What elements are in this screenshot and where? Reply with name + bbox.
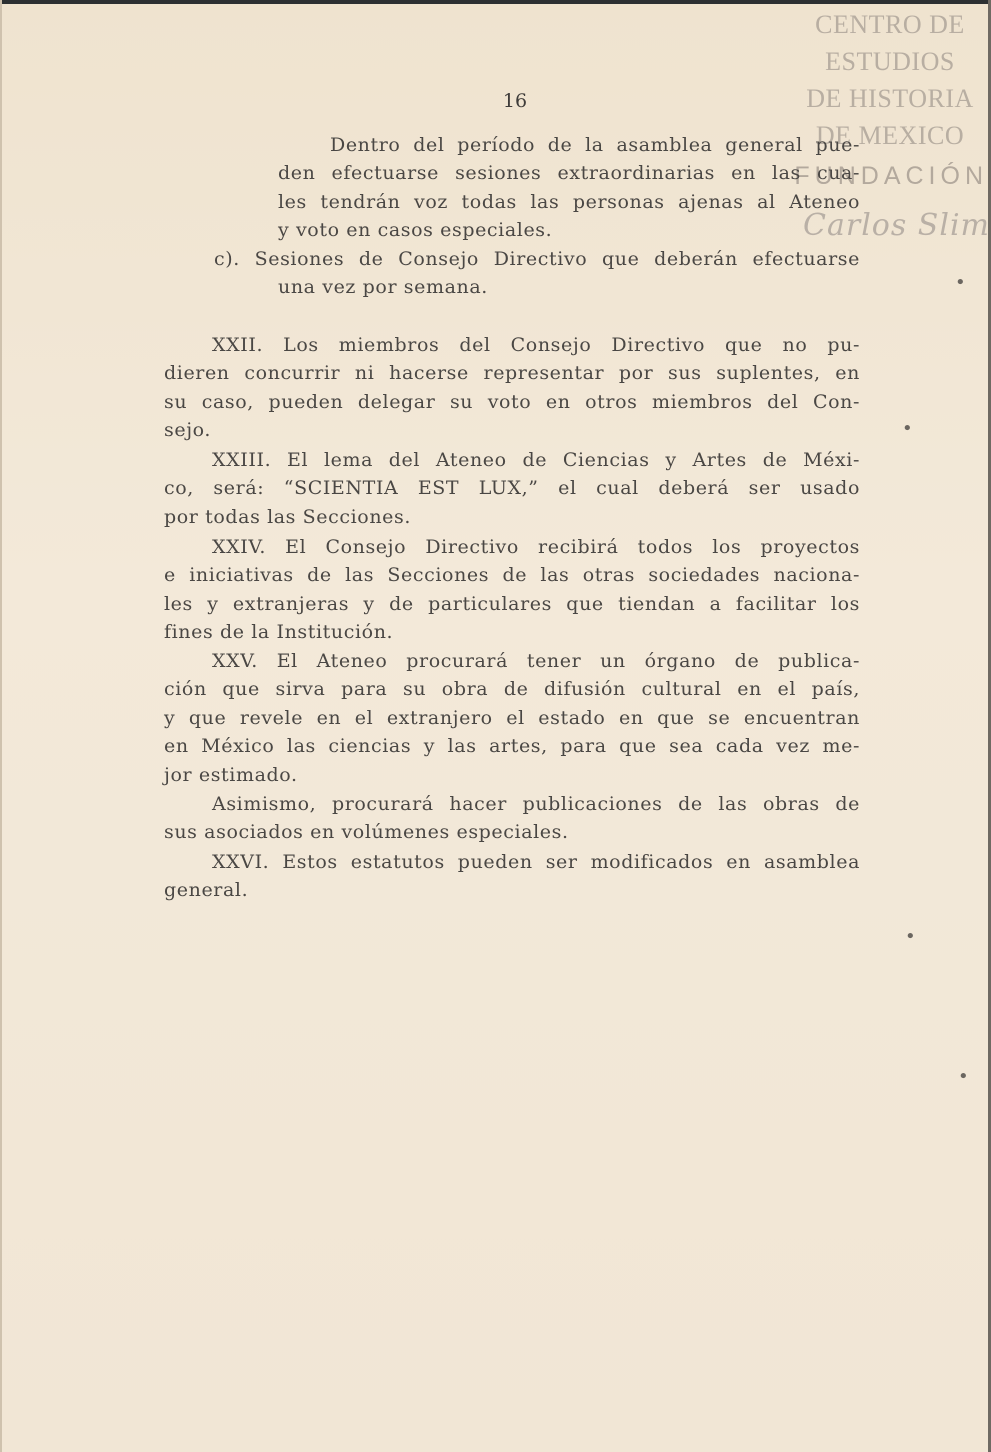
watermark-fundacion: FUNDACIÓN <box>794 162 988 190</box>
article-xxiv <box>164 533 860 647</box>
article-xxv <box>164 647 860 789</box>
text-line: XXIV. El Consejo Directivo recibirá todos los proyectos <box>212 536 860 558</box>
text-line: dieren concurrir ni hacerse representar por sus suplentes, en <box>164 362 860 385</box>
text-line: por todas las Secciones. <box>164 505 412 528</box>
text-line: XXII. Los miembros del Consejo Directivo que no pu- <box>212 334 860 356</box>
text-line: XXV. El Ateneo procurará tener un órgano de publica- <box>212 650 860 672</box>
article-xxvi <box>164 848 860 905</box>
page-number: 16 <box>502 90 528 112</box>
text-line: den efectuarse sesiones extraordinarias en las cua- <box>278 162 860 185</box>
scan-speck: • <box>955 272 966 293</box>
article-xxiii <box>164 446 860 531</box>
text-line: general. <box>164 879 249 902</box>
text-line: y que revele en el extranjero el estado en que se encuentran <box>164 706 860 729</box>
text-line: su caso, pueden delegar su voto en otros miembros del Con- <box>164 390 860 413</box>
text-line: e iniciativas de las Secciones de las otras sociedades naciona- <box>164 564 860 587</box>
scan-edge-left <box>0 0 2 1452</box>
text-line: Asimismo, procurará hacer publicaciones de las obras de <box>212 793 860 815</box>
watermark-signature: Carlos Slim <box>803 208 990 243</box>
text-line: en México las ciencias y las artes, para que sea cada vez me- <box>164 735 860 758</box>
text-line: y voto en casos especiales. <box>278 219 553 242</box>
text-line: ción que sirva para su obra de difusión cultural en el país, <box>164 678 860 701</box>
text-line: XXVI. Estos estatutos pueden ser modificados en asamblea <box>212 851 860 873</box>
text-line: les y extranjeras y de particulares que tiendan a facilitar los <box>164 592 860 615</box>
watermark-line: CENTRO DE <box>815 10 965 39</box>
scan-edge-top <box>0 0 991 4</box>
text-line: una vez por semana. <box>278 276 488 299</box>
scan-speck: • <box>958 1066 969 1087</box>
paragraph-sessions <box>164 131 860 245</box>
scan-speck: • <box>905 926 916 947</box>
text-line: c). Sesiones de Consejo Directivo que deberán efectuarse <box>214 248 860 270</box>
scan-speck: • <box>902 418 913 439</box>
text-line: XXIII. El lema del Ateneo de Ciencias y Artes de Méxi- <box>212 449 860 471</box>
text-line: les tendrán voz todas las personas ajenas al Ateneo <box>278 190 860 213</box>
watermark-line: DE HISTORIA <box>806 84 974 113</box>
watermark-line: ESTUDIOS <box>825 47 955 76</box>
watermark-line: DE MEXICO <box>815 121 965 150</box>
text-line: jor estimado. <box>164 763 298 786</box>
text-line: Dentro del período de la asamblea general pue- <box>330 134 860 156</box>
text-line: sus asociados en volúmenes especiales. <box>164 821 569 844</box>
text-line: co, será: “SCIENTIA EST LUX,” el cual deberá ser usado <box>164 477 860 500</box>
text-line: fines de la Institución. <box>164 621 394 644</box>
article-xxii <box>164 331 860 445</box>
text-line: sejo. <box>164 419 212 442</box>
paragraph-asimismo <box>164 790 860 847</box>
paragraph-item-c <box>164 245 860 302</box>
